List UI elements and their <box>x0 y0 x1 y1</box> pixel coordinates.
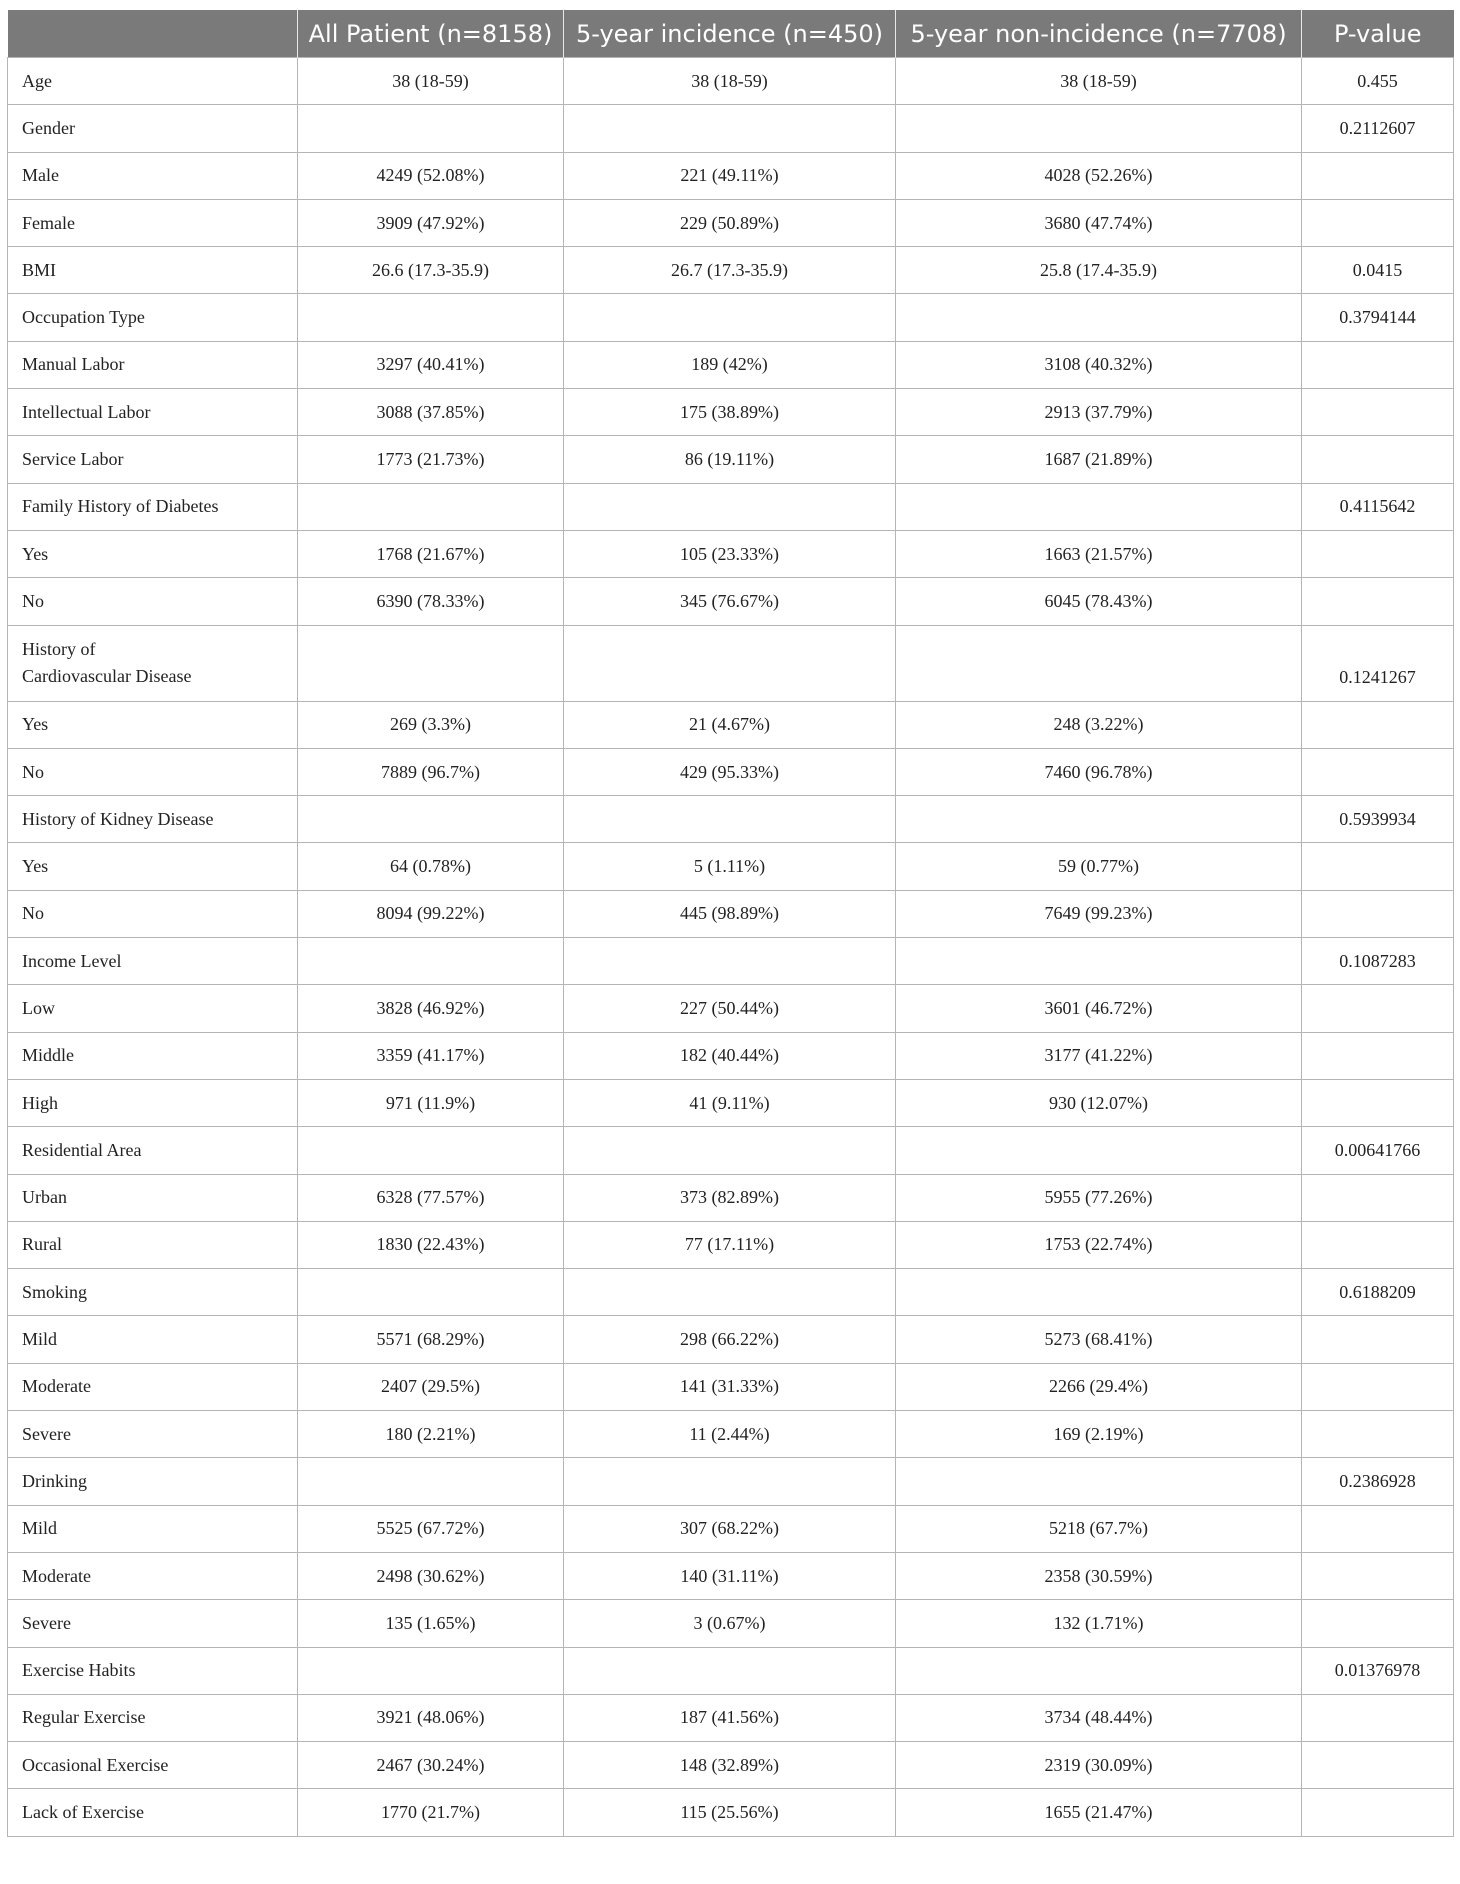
table-row <box>8 843 1454 890</box>
cell-incidence <box>564 796 896 843</box>
row-label <box>8 105 298 152</box>
cell-non-incidence: 5955 (77.26%) <box>896 1174 1302 1221</box>
cell-all-patient: 180 (2.21%) <box>298 1411 564 1458</box>
row-label <box>8 530 298 577</box>
row-label-text: No <box>22 903 44 924</box>
cell-incidence: 187 (41.56%) <box>564 1694 896 1741</box>
row-label <box>8 796 298 843</box>
cell-non-incidence: 3734 (48.44%) <box>896 1694 1302 1741</box>
cell-p-value <box>1302 152 1454 199</box>
row-label <box>8 701 298 748</box>
cell-non-incidence: 3680 (47.74%) <box>896 199 1302 246</box>
cell-p-value: 0.455 <box>1302 58 1454 105</box>
cell-p-value: 0.2112607 <box>1302 105 1454 152</box>
table-row <box>8 105 1454 152</box>
cell-non-incidence: 6045 (78.43%) <box>896 578 1302 625</box>
table-row <box>8 247 1454 294</box>
row-label-text: Low <box>22 997 55 1018</box>
cell-non-incidence: 25.8 (17.4-35.9) <box>896 247 1302 294</box>
row-label <box>8 1363 298 1410</box>
cell-incidence <box>564 938 896 985</box>
cell-all-patient: 8094 (99.22%) <box>298 890 564 937</box>
table-row <box>8 294 1454 341</box>
cell-all-patient <box>298 294 564 341</box>
cell-incidence: 182 (40.44%) <box>564 1032 896 1079</box>
cell-non-incidence <box>896 483 1302 530</box>
cell-all-patient: 38 (18-59) <box>298 58 564 105</box>
table-row <box>8 1742 1454 1789</box>
cell-all-patient: 1830 (22.43%) <box>298 1221 564 1268</box>
cell-p-value <box>1302 1505 1454 1552</box>
table-row <box>8 1694 1454 1741</box>
cell-incidence: 140 (31.11%) <box>564 1552 896 1599</box>
row-label-text: Exercise Habits <box>22 1660 136 1681</box>
row-label-text: Lack of Exercise <box>22 1802 144 1823</box>
row-label <box>8 1694 298 1741</box>
table-row <box>8 1363 1454 1410</box>
row-label-text: Smoking <box>22 1281 88 1302</box>
cell-incidence: 345 (76.67%) <box>564 578 896 625</box>
cell-non-incidence: 38 (18-59) <box>896 58 1302 105</box>
row-label <box>8 1221 298 1268</box>
row-label-text: Regular Exercise <box>22 1707 146 1728</box>
row-label-text: Rural <box>22 1234 62 1255</box>
row-label-text: Female <box>22 212 75 233</box>
cell-p-value <box>1302 890 1454 937</box>
row-label-text: Service Labor <box>22 449 124 470</box>
cell-all-patient: 2467 (30.24%) <box>298 1742 564 1789</box>
cell-p-value <box>1302 1079 1454 1126</box>
table-row <box>8 530 1454 577</box>
cell-all-patient: 2498 (30.62%) <box>298 1552 564 1599</box>
cell-p-value <box>1302 1600 1454 1647</box>
cell-incidence: 26.7 (17.3-35.9) <box>564 247 896 294</box>
cell-all-patient: 3359 (41.17%) <box>298 1032 564 1079</box>
table-row <box>8 152 1454 199</box>
cell-non-incidence: 4028 (52.26%) <box>896 152 1302 199</box>
row-label <box>8 199 298 246</box>
row-label-text: Yes <box>22 714 49 735</box>
cell-all-patient: 64 (0.78%) <box>298 843 564 890</box>
cell-p-value <box>1302 436 1454 483</box>
cell-non-incidence: 1655 (21.47%) <box>896 1789 1302 1836</box>
cell-non-incidence <box>896 625 1302 701</box>
table-row <box>8 578 1454 625</box>
cell-p-value <box>1302 843 1454 890</box>
cell-all-patient: 135 (1.65%) <box>298 1600 564 1647</box>
row-label-text: Age <box>22 70 52 91</box>
cell-incidence: 373 (82.89%) <box>564 1174 896 1221</box>
cell-all-patient <box>298 625 564 701</box>
cell-non-incidence <box>896 105 1302 152</box>
cell-non-incidence: 5218 (67.7%) <box>896 1505 1302 1552</box>
cell-all-patient: 1768 (21.67%) <box>298 530 564 577</box>
row-label <box>8 152 298 199</box>
cell-incidence: 148 (32.89%) <box>564 1742 896 1789</box>
cell-incidence <box>564 483 896 530</box>
cell-p-value <box>1302 748 1454 795</box>
table-row <box>8 389 1454 436</box>
table-row <box>8 436 1454 483</box>
row-label-text: Severe <box>22 1612 71 1633</box>
row-label-text: Moderate <box>22 1376 91 1397</box>
cell-p-value <box>1302 701 1454 748</box>
row-label-text: High <box>22 1092 58 1113</box>
cell-incidence: 445 (98.89%) <box>564 890 896 937</box>
cell-incidence <box>564 1458 896 1505</box>
row-label <box>8 1269 298 1316</box>
cell-all-patient <box>298 1127 564 1174</box>
cell-p-value <box>1302 341 1454 388</box>
row-label <box>8 1600 298 1647</box>
cell-p-value: 0.01376978 <box>1302 1647 1454 1694</box>
cell-incidence <box>564 1269 896 1316</box>
row-label <box>8 1552 298 1599</box>
row-label-text: Yes <box>22 856 49 877</box>
row-label <box>8 1316 298 1363</box>
row-label-text: Occasional Exercise <box>22 1754 169 1775</box>
row-label-text: History of <box>22 639 96 660</box>
row-label <box>8 483 298 530</box>
row-label-text: Urban <box>22 1187 67 1208</box>
cell-all-patient: 5571 (68.29%) <box>298 1316 564 1363</box>
table-row <box>8 199 1454 246</box>
header-variable <box>8 10 298 58</box>
cell-p-value <box>1302 1316 1454 1363</box>
row-label <box>8 436 298 483</box>
cell-p-value <box>1302 1032 1454 1079</box>
cell-incidence: 105 (23.33%) <box>564 530 896 577</box>
table-row <box>8 341 1454 388</box>
cell-non-incidence: 2913 (37.79%) <box>896 389 1302 436</box>
cell-all-patient <box>298 105 564 152</box>
cell-incidence: 227 (50.44%) <box>564 985 896 1032</box>
cell-non-incidence: 59 (0.77%) <box>896 843 1302 890</box>
header-row <box>8 10 1454 58</box>
cell-all-patient <box>298 796 564 843</box>
row-label <box>8 1742 298 1789</box>
row-label-text: Gender <box>22 117 75 138</box>
cell-incidence: 77 (17.11%) <box>564 1221 896 1268</box>
cell-non-incidence <box>896 294 1302 341</box>
table-row <box>8 1600 1454 1647</box>
cell-all-patient: 3297 (40.41%) <box>298 341 564 388</box>
table-row <box>8 483 1454 530</box>
cell-p-value <box>1302 1221 1454 1268</box>
cell-all-patient: 7889 (96.7%) <box>298 748 564 795</box>
table-row <box>8 748 1454 795</box>
cell-non-incidence: 248 (3.22%) <box>896 701 1302 748</box>
cell-incidence: 189 (42%) <box>564 341 896 388</box>
row-label <box>8 1789 298 1836</box>
cell-all-patient: 3088 (37.85%) <box>298 389 564 436</box>
table-row <box>8 796 1454 843</box>
cell-p-value: 0.00641766 <box>1302 1127 1454 1174</box>
cell-p-value <box>1302 1363 1454 1410</box>
table-row <box>8 938 1454 985</box>
row-label <box>8 1505 298 1552</box>
row-label <box>8 341 298 388</box>
baseline-characteristics-table <box>7 10 1454 1837</box>
row-label <box>8 578 298 625</box>
cell-p-value <box>1302 530 1454 577</box>
row-label <box>8 843 298 890</box>
row-label <box>8 1127 298 1174</box>
row-label <box>8 1458 298 1505</box>
cell-all-patient: 3909 (47.92%) <box>298 199 564 246</box>
cell-p-value: 0.6188209 <box>1302 1269 1454 1316</box>
cell-non-incidence: 3108 (40.32%) <box>896 341 1302 388</box>
cell-non-incidence: 3601 (46.72%) <box>896 985 1302 1032</box>
row-label-text: Moderate <box>22 1565 91 1586</box>
cell-non-incidence: 2319 (30.09%) <box>896 1742 1302 1789</box>
cell-p-value <box>1302 1694 1454 1741</box>
row-label-text: Severe <box>22 1423 71 1444</box>
cell-all-patient: 3921 (48.06%) <box>298 1694 564 1741</box>
table-row <box>8 58 1454 105</box>
row-label-text: Family History of Diabetes <box>22 496 219 517</box>
cell-non-incidence: 7649 (99.23%) <box>896 890 1302 937</box>
table-body <box>8 58 1454 1837</box>
table-row <box>8 1411 1454 1458</box>
cell-non-incidence <box>896 1458 1302 1505</box>
cell-p-value <box>1302 985 1454 1032</box>
cell-p-value: 0.0415 <box>1302 247 1454 294</box>
row-label <box>8 58 298 105</box>
header-incidence: 5-year incidence (n=450) <box>564 10 896 58</box>
row-label-text: Residential Area <box>22 1139 142 1160</box>
cell-non-incidence: 169 (2.19%) <box>896 1411 1302 1458</box>
cell-non-incidence: 7460 (96.78%) <box>896 748 1302 795</box>
row-label-text: BMI <box>22 259 57 280</box>
cell-non-incidence: 132 (1.71%) <box>896 1600 1302 1647</box>
cell-all-patient <box>298 1269 564 1316</box>
cell-non-incidence: 3177 (41.22%) <box>896 1032 1302 1079</box>
cell-incidence: 11 (2.44%) <box>564 1411 896 1458</box>
table-header <box>8 10 1454 58</box>
cell-p-value <box>1302 1411 1454 1458</box>
row-label-text: Drinking <box>22 1470 87 1491</box>
cell-p-value: 0.5939934 <box>1302 796 1454 843</box>
cell-p-value <box>1302 1552 1454 1599</box>
cell-incidence: 86 (19.11%) <box>564 436 896 483</box>
table-row <box>8 1505 1454 1552</box>
cell-non-incidence <box>896 1127 1302 1174</box>
cell-incidence: 221 (49.11%) <box>564 152 896 199</box>
cell-incidence: 3 (0.67%) <box>564 1600 896 1647</box>
table-row <box>8 890 1454 937</box>
cell-non-incidence <box>896 1269 1302 1316</box>
table-row <box>8 1079 1454 1126</box>
table-row <box>8 985 1454 1032</box>
cell-incidence: 175 (38.89%) <box>564 389 896 436</box>
cell-p-value: 0.2386928 <box>1302 1458 1454 1505</box>
header-non-incidence: 5-year non-incidence (n=7708) <box>896 10 1302 58</box>
row-label-text: Male <box>22 165 59 186</box>
table-row <box>8 625 1454 701</box>
cell-all-patient <box>298 938 564 985</box>
table-row <box>8 1316 1454 1363</box>
cell-p-value <box>1302 1789 1454 1836</box>
row-label-text: No <box>22 761 44 782</box>
row-label <box>8 625 298 701</box>
row-label <box>8 938 298 985</box>
header-all-patient: All Patient (n=8158) <box>298 10 564 58</box>
table-row <box>8 701 1454 748</box>
table-row <box>8 1127 1454 1174</box>
cell-incidence <box>564 294 896 341</box>
cell-p-value <box>1302 1742 1454 1789</box>
cell-p-value: 0.1087283 <box>1302 938 1454 985</box>
cell-all-patient <box>298 1647 564 1694</box>
cell-all-patient: 26.6 (17.3-35.9) <box>298 247 564 294</box>
cell-non-incidence: 1687 (21.89%) <box>896 436 1302 483</box>
cell-all-patient: 269 (3.3%) <box>298 701 564 748</box>
row-label-text: Yes <box>22 543 49 564</box>
cell-incidence <box>564 105 896 152</box>
cell-all-patient <box>298 1458 564 1505</box>
cell-p-value <box>1302 578 1454 625</box>
cell-incidence: 429 (95.33%) <box>564 748 896 795</box>
row-label-text: Mild <box>22 1518 58 1539</box>
cell-all-patient: 1773 (21.73%) <box>298 436 564 483</box>
row-label-text: No <box>22 590 44 611</box>
row-label-text: History of Kidney Disease <box>22 808 214 829</box>
cell-p-value <box>1302 1174 1454 1221</box>
cell-p-value: 0.1241267 <box>1302 625 1454 701</box>
table-row <box>8 1269 1454 1316</box>
cell-all-patient: 3828 (46.92%) <box>298 985 564 1032</box>
row-label-text: Occupation Type <box>22 307 145 328</box>
row-label <box>8 890 298 937</box>
cell-incidence: 5 (1.11%) <box>564 843 896 890</box>
cell-non-incidence: 930 (12.07%) <box>896 1079 1302 1126</box>
cell-all-patient: 1770 (21.7%) <box>298 1789 564 1836</box>
row-label <box>8 1174 298 1221</box>
table-row <box>8 1032 1454 1079</box>
row-label <box>8 1079 298 1126</box>
row-label-text-line2: Cardiovascular Disease <box>22 666 192 687</box>
cell-p-value <box>1302 199 1454 246</box>
table-row <box>8 1789 1454 1836</box>
cell-all-patient <box>298 483 564 530</box>
cell-incidence <box>564 625 896 701</box>
cell-non-incidence: 2266 (29.4%) <box>896 1363 1302 1410</box>
row-label <box>8 389 298 436</box>
cell-incidence <box>564 1647 896 1694</box>
row-label <box>8 247 298 294</box>
cell-incidence: 21 (4.67%) <box>564 701 896 748</box>
table-row <box>8 1221 1454 1268</box>
row-label-text: Income Level <box>22 950 122 971</box>
cell-non-incidence <box>896 796 1302 843</box>
cell-incidence: 115 (25.56%) <box>564 1789 896 1836</box>
row-label <box>8 985 298 1032</box>
baseline-characteristics-table-container <box>7 10 1453 1837</box>
table-row <box>8 1174 1454 1221</box>
table-row <box>8 1458 1454 1505</box>
cell-incidence: 141 (31.33%) <box>564 1363 896 1410</box>
table-row <box>8 1552 1454 1599</box>
cell-incidence: 229 (50.89%) <box>564 199 896 246</box>
cell-incidence: 298 (66.22%) <box>564 1316 896 1363</box>
row-label <box>8 748 298 795</box>
cell-all-patient: 4249 (52.08%) <box>298 152 564 199</box>
row-label <box>8 1411 298 1458</box>
row-label <box>8 1647 298 1694</box>
cell-all-patient: 6328 (77.57%) <box>298 1174 564 1221</box>
cell-all-patient: 6390 (78.33%) <box>298 578 564 625</box>
cell-non-incidence <box>896 938 1302 985</box>
table-row <box>8 1647 1454 1694</box>
cell-all-patient: 971 (11.9%) <box>298 1079 564 1126</box>
cell-non-incidence: 2358 (30.59%) <box>896 1552 1302 1599</box>
row-label-text: Mild <box>22 1329 58 1350</box>
cell-p-value: 0.3794144 <box>1302 294 1454 341</box>
cell-p-value: 0.4115642 <box>1302 483 1454 530</box>
row-label-text: Manual Labor <box>22 354 125 375</box>
cell-non-incidence: 5273 (68.41%) <box>896 1316 1302 1363</box>
row-label <box>8 1032 298 1079</box>
cell-incidence: 38 (18-59) <box>564 58 896 105</box>
row-label <box>8 294 298 341</box>
cell-non-incidence <box>896 1647 1302 1694</box>
row-label-text: Middle <box>22 1045 74 1066</box>
cell-non-incidence: 1663 (21.57%) <box>896 530 1302 577</box>
cell-all-patient: 5525 (67.72%) <box>298 1505 564 1552</box>
cell-incidence <box>564 1127 896 1174</box>
cell-non-incidence: 1753 (22.74%) <box>896 1221 1302 1268</box>
cell-p-value <box>1302 389 1454 436</box>
cell-incidence: 307 (68.22%) <box>564 1505 896 1552</box>
row-label-text: Intellectual Labor <box>22 401 151 422</box>
cell-incidence: 41 (9.11%) <box>564 1079 896 1126</box>
header-p-value: P-value <box>1302 10 1454 58</box>
cell-all-patient: 2407 (29.5%) <box>298 1363 564 1410</box>
